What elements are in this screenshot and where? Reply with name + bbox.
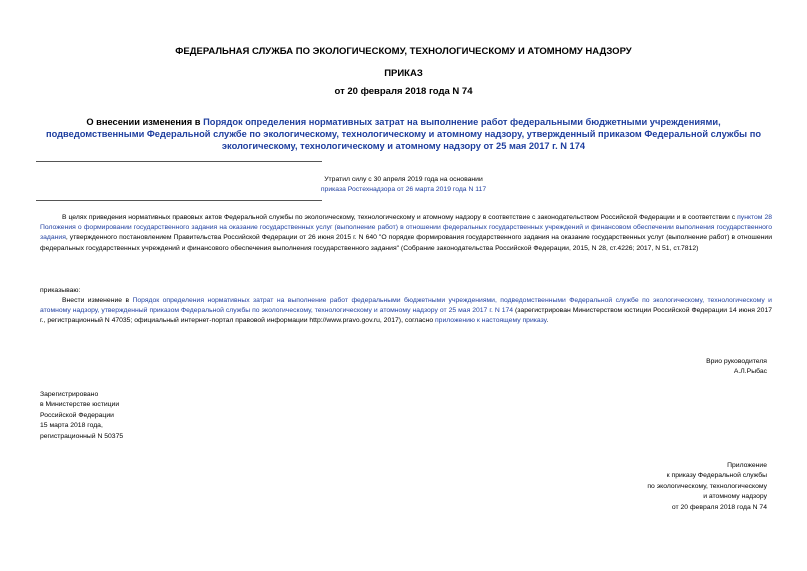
status-note <box>0 175 807 195</box>
registration-line: Российской Федерации <box>40 411 114 419</box>
agency-heading: ФЕДЕРАЛЬНАЯ СЛУЖБА ПО ЭКОЛОГИЧЕСКОМУ, ТЕХНОЛОГИЧЕСКОМУ И АТОМНОМУ НАДЗОРУ <box>175 46 632 57</box>
appendix-line: к приказу Федеральной службы <box>666 472 767 480</box>
title-link[interactable]: Порядок определения нормативных затрат на выполнение работ федеральными бюджетными учреждениями, подведомственными Федеральной службе по экологическому, технологическому и атомному надзору, утвержденный приказом Федеральной службы по экологическому, технологическому и атомному надзору от 25 мая 2017 г. N 174 <box>45 117 762 151</box>
preamble-link[interactable]: пунктом 28 Положения о формировании государственного задания на оказание государственных услуг (выполнение работ) в отношении федеральных государственных учреждений и финансовом обеспечении выполнения государственного задания <box>40 214 773 242</box>
body-text-1: Внести изменение в <box>62 297 133 304</box>
document-date-number: от 20 февраля 2018 года N 74 <box>334 86 473 97</box>
registration-line: 15 марта 2018 года, <box>40 422 103 430</box>
order-body-paragraph <box>40 296 772 327</box>
preamble-text-2: , утвержденного постановлением Правительства Российской Федерации от 26 июня 2015 г. N 640 "О порядке формирования государственного задания на оказание государственных услуг (выполнение работ) в отношении федеральных государственных учреждений и финансового обеспечения выполнения государственного задания" (Собрание законодательства Российской Федерации, 2015, N 28, ст.4226; 2017, N 51, ст.7812) <box>40 234 772 252</box>
preamble-paragraph <box>40 213 772 254</box>
body-text-3: . <box>546 317 549 325</box>
appendix-block <box>647 461 767 513</box>
signature-block <box>706 357 767 377</box>
signature-name: А.Л.Рыбас <box>733 368 767 375</box>
body-link-procedure[interactable]: Порядок определения нормативных затрат на выполнение работ федеральными бюджетными учреждениями, подведомственными Федеральной службе по экологическому, технологическому и атомному надзору, утвержденный приказом Федеральной службы по экологическому, технологическому и атомному надзору от 25 мая 2017 г. N 174 <box>40 297 772 315</box>
signature-position: Врио руководителя <box>706 358 767 365</box>
document-type: ПРИКАЗ <box>384 68 423 79</box>
body-link-appendix[interactable]: приложению к настоящему приказу <box>435 317 547 325</box>
appendix-line: Приложение <box>727 462 767 469</box>
appendix-line: от 20 февраля 2018 года N 74 <box>671 503 767 511</box>
registration-block <box>40 390 123 442</box>
body-text-2: (зарегистрирован Министерством юстиции Российской Федерации 14 июня 2017 г., регистрационный N 47035; официальный интернет-портал правовой информации http://www.pravo.gov.ru, 2017), согласно <box>40 307 772 325</box>
registration-line: Зарегистрировано <box>40 391 99 398</box>
preamble-text-1: В целях приведения нормативных правовых актов Федеральной службы по экологическому, технологическому и атомному надзору в соответствие с законодательством Российской Федерации и в соответствии с <box>62 214 738 221</box>
divider-bottom <box>36 200 322 201</box>
divider-top <box>36 161 322 162</box>
status-line: Утратил силу с 30 апреля 2019 года на основании <box>324 176 483 183</box>
registration-line: в Министерстве юстиции <box>40 401 120 409</box>
registration-line: регистрационный N 50375 <box>40 432 124 440</box>
title-prefix: О внесении изменения в <box>86 117 204 127</box>
document-title <box>40 116 767 152</box>
appendix-line: по экологическому, технологическому <box>647 482 767 490</box>
order-word: приказываю: <box>40 287 81 294</box>
status-link[interactable]: приказа Ростехнадзора от 26 марта 2019 года N 117 <box>320 186 487 193</box>
appendix-line: и атомному надзору <box>703 493 767 501</box>
